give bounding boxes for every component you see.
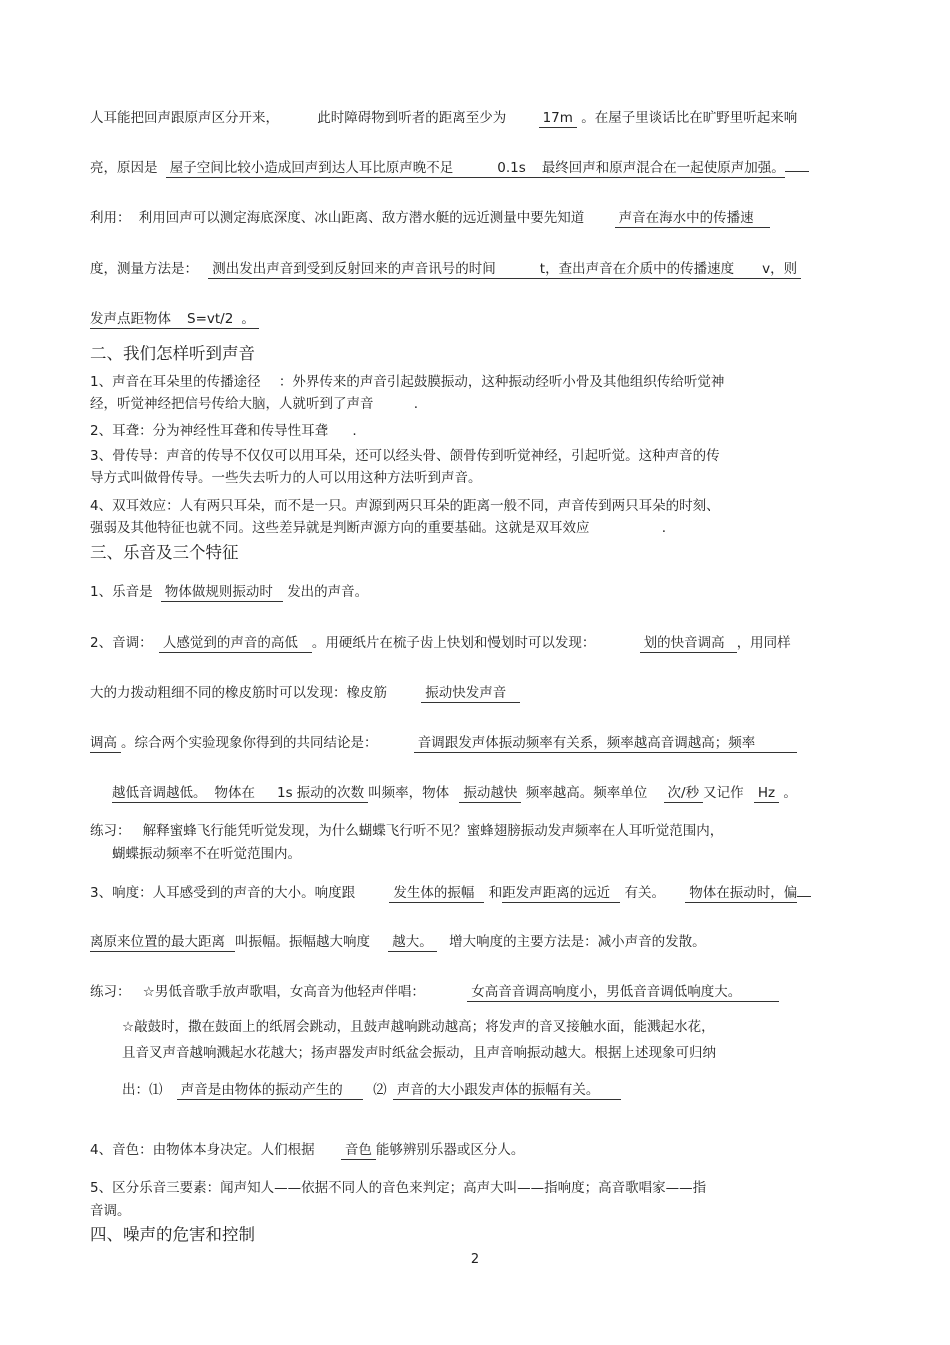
page-number: 2 — [470, 1252, 480, 1267]
answer-blank: 越大。 — [388, 934, 437, 952]
exercise-1a — [90, 821, 723, 841]
text: 叫振幅。振幅越大响度 — [235, 934, 370, 950]
text: 物体在 — [214, 785, 255, 801]
answer-underline — [785, 157, 809, 172]
text: 1s — [277, 785, 293, 801]
text: 发声点距物体 — [90, 311, 171, 327]
text: 叫频率，物体 — [368, 785, 450, 801]
text: 亮，原因是 — [90, 160, 158, 176]
answer-blank: Hz — [754, 785, 779, 803]
text: 。在屋子里谈话比在旷野里听起来响 — [581, 110, 798, 126]
text: ，用同样 — [736, 635, 791, 651]
answer-blank — [90, 311, 259, 329]
answer-blank: v，则 — [738, 261, 801, 279]
echo-line-1 — [90, 108, 797, 128]
text: 。用硬纸片在梳子齿上快划和慢划时可以发现： — [311, 635, 596, 651]
s3-para-8 — [90, 1140, 524, 1160]
s3-para-6 — [90, 882, 811, 903]
text: 增大响度的主要方法是：减小声音的发散。 — [449, 934, 706, 950]
s3-para-9a: 5、区分乐音三要素：闻声知人——依据不同人的音色来判定；高声大叫——指响度；高音歌唱家——指 — [90, 1180, 707, 1196]
answer-blank: 声音是由物体的振动产生的 — [177, 1082, 363, 1100]
echo-line-2 — [90, 157, 809, 178]
echo-line-5 — [90, 309, 259, 329]
s3-para-4 — [90, 733, 797, 753]
exercise-3a: ☆敲鼓时，撒在鼓面上的纸屑会跳动，且鼓声越响跳动越高；将发声的音叉接触水面，能溅起水花， — [122, 1019, 715, 1035]
text: 频率越高。频率单位 — [525, 785, 648, 801]
exercise-4 — [122, 1080, 621, 1100]
text: 经，听觉神经把信号传给大脑，人就听到了声音 — [90, 396, 374, 412]
answer-blank: 女高音音调高响度小，男低音音调低响度大。 — [467, 984, 779, 1002]
answer-blank: 音色 — [341, 1142, 376, 1160]
answer-blank: 距发声距离的远近 — [502, 885, 620, 903]
answer-blank: 音调跟发声体振动频率有关系，频率越高音调越高；频率 — [414, 735, 798, 753]
answer-blank: 测出发出声音到受到反射回来的声音讯号的时间 — [208, 261, 500, 279]
s2-para-3b: 导方式叫做骨传导。一些失去听力的人可以用这种方法听到声音。 — [90, 470, 482, 486]
section-heading: 四、噪声的危害和控制 — [90, 1225, 255, 1244]
text: 大的力拨动粗细不同的橡皮筋时可以发现：橡皮筋 — [90, 685, 387, 701]
text: 2、音调： — [90, 635, 153, 651]
answer-blank: 振动越快 — [459, 785, 521, 803]
answer-underline — [797, 882, 811, 897]
s3-para-7 — [90, 932, 706, 952]
text: 利用： — [90, 210, 131, 226]
answer-blank: 越低音调越低。 — [112, 785, 211, 803]
s2-para-1a — [90, 372, 724, 392]
text: 练习： — [90, 984, 131, 1000]
answer-blank: 物体做规则振动时 — [161, 584, 283, 602]
answer-blank — [211, 785, 369, 803]
answer-blank: 离原来位置的最大距离 — [90, 934, 235, 952]
text: 出：⑴ — [122, 1082, 163, 1098]
text: S=vt/2 — [187, 311, 234, 327]
answer-blank: 声音在海水中的传播速 — [615, 210, 770, 228]
text: 能够辨别乐器或区分人。 — [375, 1142, 525, 1158]
text: 3、响度：人耳感受到的声音的大小。响度跟 — [90, 885, 356, 901]
echo-line-4 — [90, 259, 801, 279]
s2-para-2 — [90, 421, 357, 441]
text: 有关。 — [624, 885, 665, 901]
answer-blank: 人感觉到的声音的高低 — [159, 635, 312, 653]
text: 4、音色：由物体本身决定。人们根据 — [90, 1142, 315, 1158]
answer-blank: 次/秒 — [664, 785, 704, 803]
answer-blank: 物体在振动时，偏 — [685, 885, 797, 903]
text: 1、声音在耳朵里的传播途径 — [90, 374, 261, 390]
s2-para-4a: 4、双耳效应：人有两只耳朵，而不是一只。声源到两只耳朵的距离一般不同，声音传到两只耳朵的时刻、 — [90, 498, 720, 514]
text: 解释蜜蜂飞行能凭听觉发现，为什么蝴蝶飞行听不见？蜜蜂翅膀振动发声频率在人耳听觉范围内， — [142, 823, 724, 839]
text: 。 — [241, 311, 255, 327]
answer-blank: 调高 — [90, 735, 121, 753]
text: 。综合两个实验现象你得到的共同结论是： — [121, 735, 378, 751]
section-heading: 二、我们怎样听到声音 — [90, 344, 255, 363]
answer-blank: 17m — [539, 110, 577, 128]
s3-para-1 — [90, 582, 368, 602]
section-heading: 三、乐音及三个特征 — [90, 543, 239, 562]
text: 强弱及其他特征也就不同。这些差异就是判断声源方向的重要基础。这就是双耳效应 — [90, 520, 590, 536]
answer-blank: 振动快发声音 — [421, 685, 520, 703]
answer-blank: 屋子空间比较小造成回声到达人耳比原声晚不足 — [166, 160, 458, 178]
exercise-2 — [90, 982, 779, 1002]
text: 发出的声音。 — [287, 584, 369, 600]
exercise-3b: 且音叉声音越响溅起水花越大；扬声器发声时纸盆会振动，且声音响振动越大。根据上述现象可归纳 — [122, 1045, 716, 1061]
text: 2、耳聋：分为神经性耳聋和传导性耳聋 — [90, 423, 329, 439]
answer-blank: 划的快音调高 — [640, 635, 737, 653]
text: . — [413, 396, 419, 412]
text: 。 — [783, 785, 797, 801]
echo-line-3 — [90, 208, 770, 228]
text: ⑵ — [373, 1082, 387, 1098]
text: 振动的次数 — [296, 785, 365, 801]
s2-para-1b — [90, 394, 418, 414]
answer-blank: 发生体的振幅 — [389, 885, 484, 903]
text: 此时障碍物到听者的距离至少为 — [317, 110, 507, 126]
s2-para-4b — [90, 518, 666, 538]
exercise-1b: 蝴蝶振动频率不在听觉范围内。 — [112, 846, 301, 862]
answer-blank: t，查出声音在介质中的传播速度 — [500, 261, 738, 279]
s3-para-9b: 音调。 — [90, 1203, 131, 1219]
text: 和 — [488, 885, 503, 901]
text: 1、乐音是 — [90, 584, 153, 600]
answer-blank: 声音的大小跟发声体的振幅有关。 — [393, 1082, 622, 1100]
s2-para-3a: 3、骨传导：声音的传导不仅仅可以用耳朵，还可以经头骨、颌骨传到听觉神经，引起听觉。这种声音的传 — [90, 448, 720, 464]
text: 人耳能把回声跟原声区分开来， — [90, 110, 279, 126]
s3-para-5 — [112, 783, 797, 803]
text: ☆男低音歌手放声歌唱，女高音为他轻声伴唱： — [142, 984, 425, 1000]
answer-blank: 最终回声和原声混合在一起使原声加强。 — [530, 160, 785, 178]
text: 利用回声可以测定海底深度、冰山距离、敌方潜水艇的远近测量中要先知道 — [138, 210, 585, 226]
s3-para-3 — [90, 683, 520, 703]
text: 又记作 — [703, 785, 744, 801]
text: . — [352, 423, 357, 439]
text: ：外界传来的声音引起鼓膜振动，这种振动经听小骨及其他组织传给听觉神 — [278, 374, 725, 390]
text: . — [661, 520, 667, 536]
text: 练习： — [90, 823, 131, 839]
answer-blank: 0.1s — [457, 160, 530, 178]
s3-para-2 — [90, 633, 791, 653]
text: 度，测量方法是： — [90, 261, 198, 277]
